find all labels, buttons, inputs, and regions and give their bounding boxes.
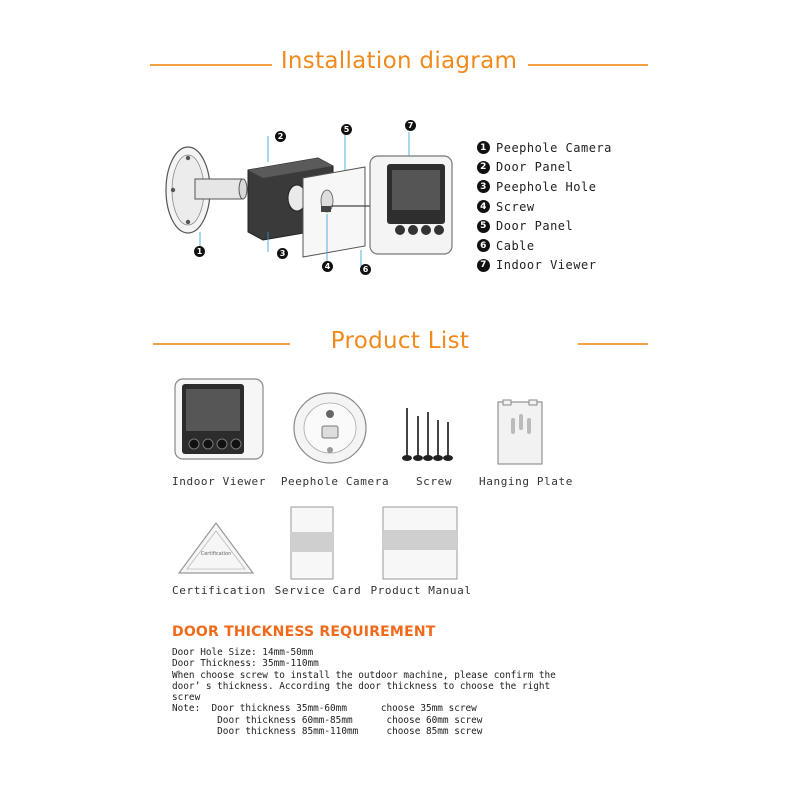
legend-item <box>477 197 612 217</box>
requirement-line: Door thickness 85mm-110mm choose 85mm screw <box>172 726 483 738</box>
product-rule-left <box>153 343 290 345</box>
indoor-viewer-image <box>172 376 266 462</box>
title-rule-left <box>150 64 272 66</box>
legend-number: 3 <box>477 180 490 193</box>
legend-number: 2 <box>477 161 490 174</box>
callout-4: 4 <box>322 261 333 272</box>
hanging-plate-image <box>495 398 547 468</box>
installation-illustration <box>155 122 465 282</box>
certification-badge-text: Certification <box>200 551 232 557</box>
product-list-title: Product List <box>330 328 470 354</box>
legend-label: Door Panel <box>496 160 574 175</box>
callout-1: 1 <box>194 246 205 257</box>
legend-item <box>477 256 612 276</box>
label-service-card: Service Card <box>274 584 362 597</box>
product-rule-right <box>578 343 648 345</box>
legend-label: Indoor Viewer <box>496 258 597 273</box>
legend-number: 1 <box>477 141 490 154</box>
callout-5: 5 <box>341 124 352 135</box>
requirement-text <box>172 647 592 737</box>
label-peephole-camera: Peephole Camera <box>280 475 390 488</box>
requirement-line: screw <box>172 692 201 704</box>
indoor-viewer-part <box>370 156 452 254</box>
peephole-camera-image <box>290 390 370 466</box>
legend-item <box>477 158 612 178</box>
label-indoor-viewer: Indoor Viewer <box>172 475 266 488</box>
legend-label: Door Panel <box>496 219 574 234</box>
installation-legend <box>477 138 612 275</box>
legend-label: Screw <box>496 199 535 214</box>
installation-title: Installation diagram <box>280 48 518 74</box>
certification-image <box>176 520 256 576</box>
legend-number: 4 <box>477 200 490 213</box>
label-product-manual: Product Manual <box>370 584 472 597</box>
requirement-line: Door thickness 60mm-85mm choose 60mm screw <box>172 714 483 726</box>
requirement-line: Note: Door thickness 35mm-60mm choose 35mm screw <box>172 703 477 715</box>
callout-6: 6 <box>360 264 371 275</box>
legend-label: Cable <box>496 238 535 253</box>
legend-item <box>477 138 612 158</box>
legend-item <box>477 216 612 236</box>
requirement-line: Door Hole Size: 14mm-50mm <box>172 647 314 658</box>
service-card-image <box>290 506 334 580</box>
legend-number: 6 <box>477 239 490 252</box>
screw-image <box>398 402 460 466</box>
requirement-line: Door Thickness: 35mm-110mm <box>172 658 319 670</box>
label-hanging-plate: Hanging Plate <box>479 475 573 488</box>
callout-2: 2 <box>275 131 286 142</box>
door-panel-plate <box>303 167 371 257</box>
requirement-line: door’ s thickness. According the door thickness to choose the right <box>172 680 551 692</box>
legend-number: 5 <box>477 220 490 233</box>
product-manual-image <box>382 506 458 580</box>
callout-7: 7 <box>405 120 416 131</box>
legend-label: Peephole Camera <box>496 140 612 155</box>
legend-label: Peephole Hole <box>496 179 597 194</box>
title-rule-right <box>528 64 648 66</box>
label-screw: Screw <box>415 475 453 488</box>
label-certification: Certification <box>172 584 266 597</box>
requirement-line: When choose screw to install the outdoor machine, please confirm the <box>172 669 556 681</box>
callout-3: 3 <box>277 248 288 259</box>
requirement-title: DOOR THICKNESS REQUIREMENT <box>172 624 436 640</box>
legend-number: 7 <box>477 259 490 272</box>
legend-item <box>477 236 612 256</box>
legend-item <box>477 177 612 197</box>
